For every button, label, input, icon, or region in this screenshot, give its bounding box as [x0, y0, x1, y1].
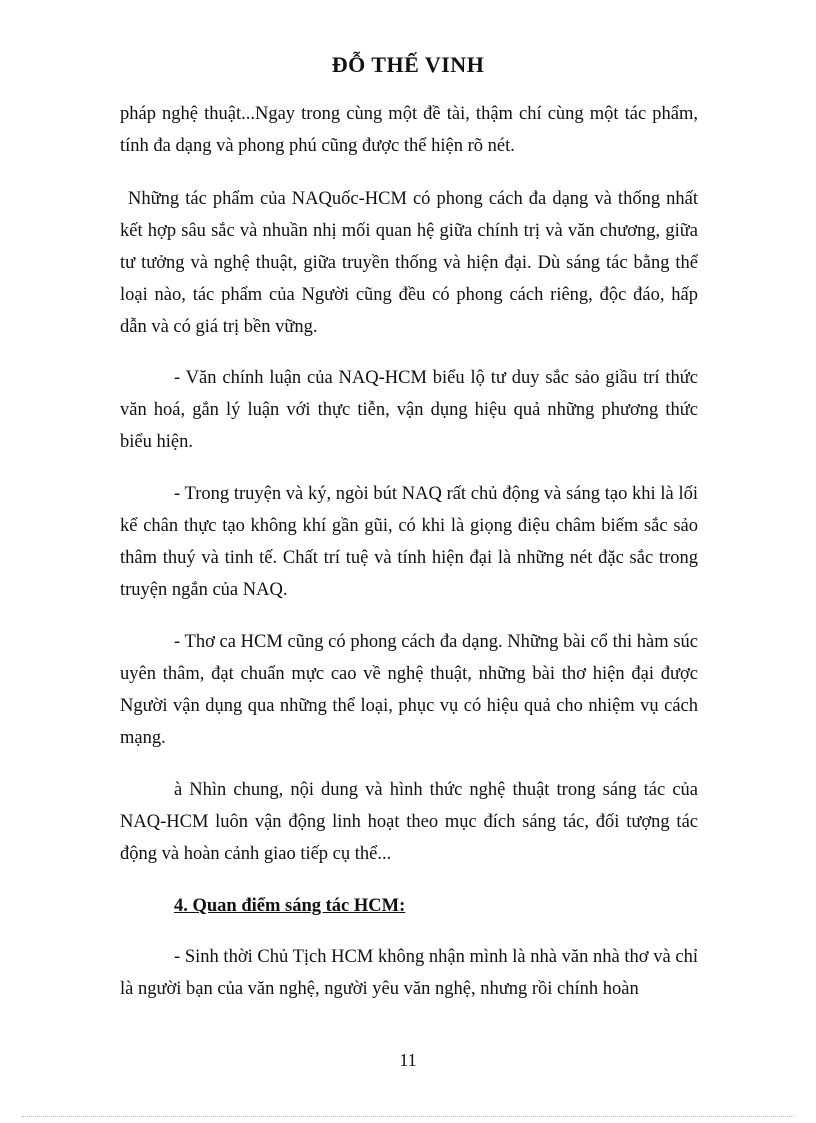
paragraph-6: à Nhìn chung, nội dung và hình thức nghệ thuật trong sáng tác của NAQ-HCM luôn vận động linh hoạt theo mục đích sáng tác, đối tượng tác động và hoàn cảnh giao tiếp cụ thể...	[120, 780, 698, 864]
section-heading: 4. Quan điểm sáng tác HCM:	[174, 896, 406, 916]
paragraph-1: pháp nghệ thuật...Ngay trong cùng một đề tài, thậm chí cùng một tác phẩm, tính đa dạng và phong phú cũng được thể hiện rõ nét.	[120, 104, 698, 156]
page-number: 11	[399, 1050, 417, 1070]
paragraph-4: - Trong truyện và ký, ngòi bút NAQ rất chủ động và sáng tạo khi là lối kể chân thực tạo không khí gần gũi, có khi là giọng điệu châm biếm sắc sảo thâm thuý và tinh tế. Chất trí tuệ và tính hiện đại là những nét đặc sắc trong truyện ngắn của NAQ.	[120, 484, 698, 600]
page-header-title: ĐỖ THẾ VINH	[331, 52, 485, 77]
paragraph-2: Những tác phẩm của NAQuốc-HCM có phong cách đa dạng và thống nhất kết hợp sâu sắc và nhuần nhị mối quan hệ giữa chính trị và văn chương, giữa tư tưởng và nghệ thuật, giữa truyền thống và hiện đại. Dù sáng tác bằng thể loại nào, tác phẩm của Người cũng đều có phong cách riêng, độc đáo, hấp dẫn và có giá trị bền vững.	[120, 189, 698, 337]
bottom-dotted-rule	[22, 1116, 794, 1117]
paragraph-7: - Sinh thời Chủ Tịch HCM không nhận mình là nhà văn nhà thơ và chỉ là người bạn của văn nghệ, người yêu văn nghệ, nhưng rồi chính hoàn	[120, 947, 698, 999]
paragraph-3: - Văn chính luận của NAQ-HCM biểu lộ tư duy sắc sảo giầu trí thức văn hoá, gắn lý luận với thực tiễn, vận dụng hiệu quả những phương thức biểu hiện.	[120, 368, 698, 452]
paragraph-5: - Thơ ca HCM cũng có phong cách đa dạng. Những bài cổ thi hàm súc uyên thâm, đạt chuẩn mực cao về nghệ thuật, những bài thơ hiện đại được Người vận dụng qua những thể loại, phục vụ có hiệu quả cho nhiệm vụ cách mạng.	[120, 632, 698, 748]
